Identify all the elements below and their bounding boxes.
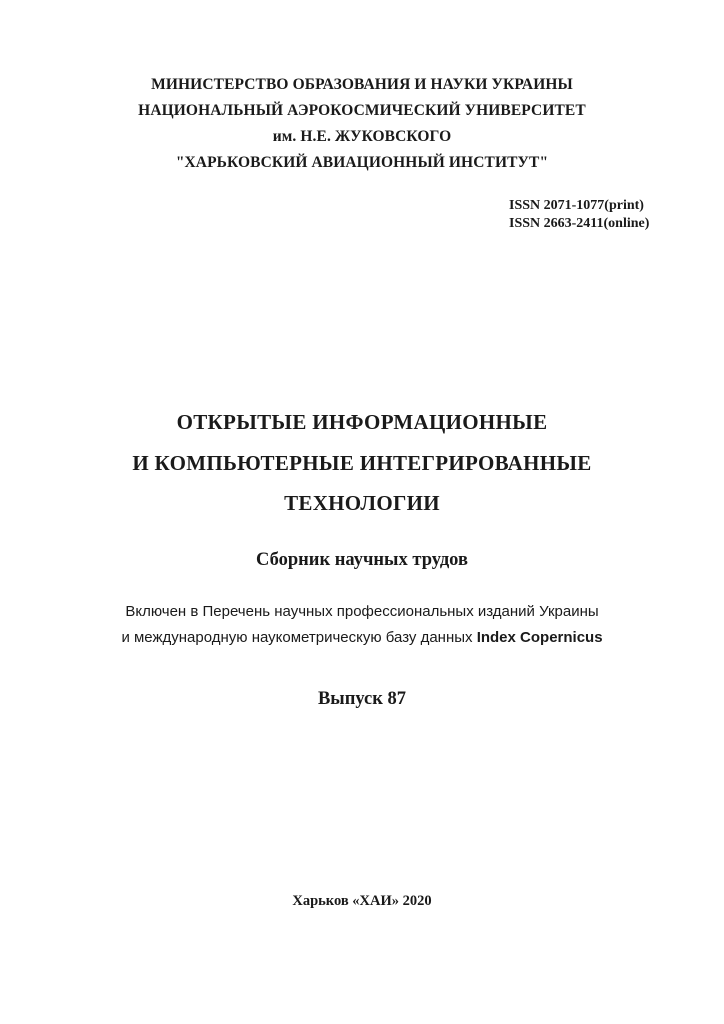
- title-line-2: И КОМПЬЮТЕРНЫЕ ИНТЕГРИРОВАННЫЕ: [132, 451, 592, 475]
- named-after-line: им. Н.Е. ЖУКОВСКОГО: [272, 128, 452, 145]
- listing-line-1: Включен в Перечень научных профессиональных изданий Украины: [125, 603, 599, 620]
- issn-print: ISSN 2071-1077(print): [509, 198, 644, 213]
- listing-line-2-text: и международную наукометрическую базу данных: [121, 629, 477, 646]
- issue-number: Выпуск 87: [317, 689, 407, 709]
- listing-line-2: [0, 629, 724, 646]
- ministry-line: МИНИСТЕРСТВО ОБРАЗОВАНИЯ И НАУКИ УКРАИНЫ: [151, 76, 573, 93]
- title-line-1: ОТКРЫТЫЕ ИНФОРМАЦИОННЫЕ: [176, 410, 548, 434]
- institute-line: "ХАРЬКОВСКИЙ АВИАЦИОННЫЙ ИНСТИТУТ": [175, 154, 549, 171]
- title-line-3: ТЕХНОЛОГИИ: [284, 491, 440, 515]
- index-copernicus: Index Copernicus: [476, 629, 603, 646]
- subtitle: Сборник научных трудов: [256, 550, 468, 570]
- publisher-footer: Харьков «ХАИ» 2020: [292, 893, 432, 909]
- university-line: НАЦИОНАЛЬНЫЙ АЭРОКОСМИЧЕСКИЙ УНИВЕРСИТЕТ: [138, 102, 586, 119]
- issn-online: ISSN 2663-2411(online): [509, 216, 650, 231]
